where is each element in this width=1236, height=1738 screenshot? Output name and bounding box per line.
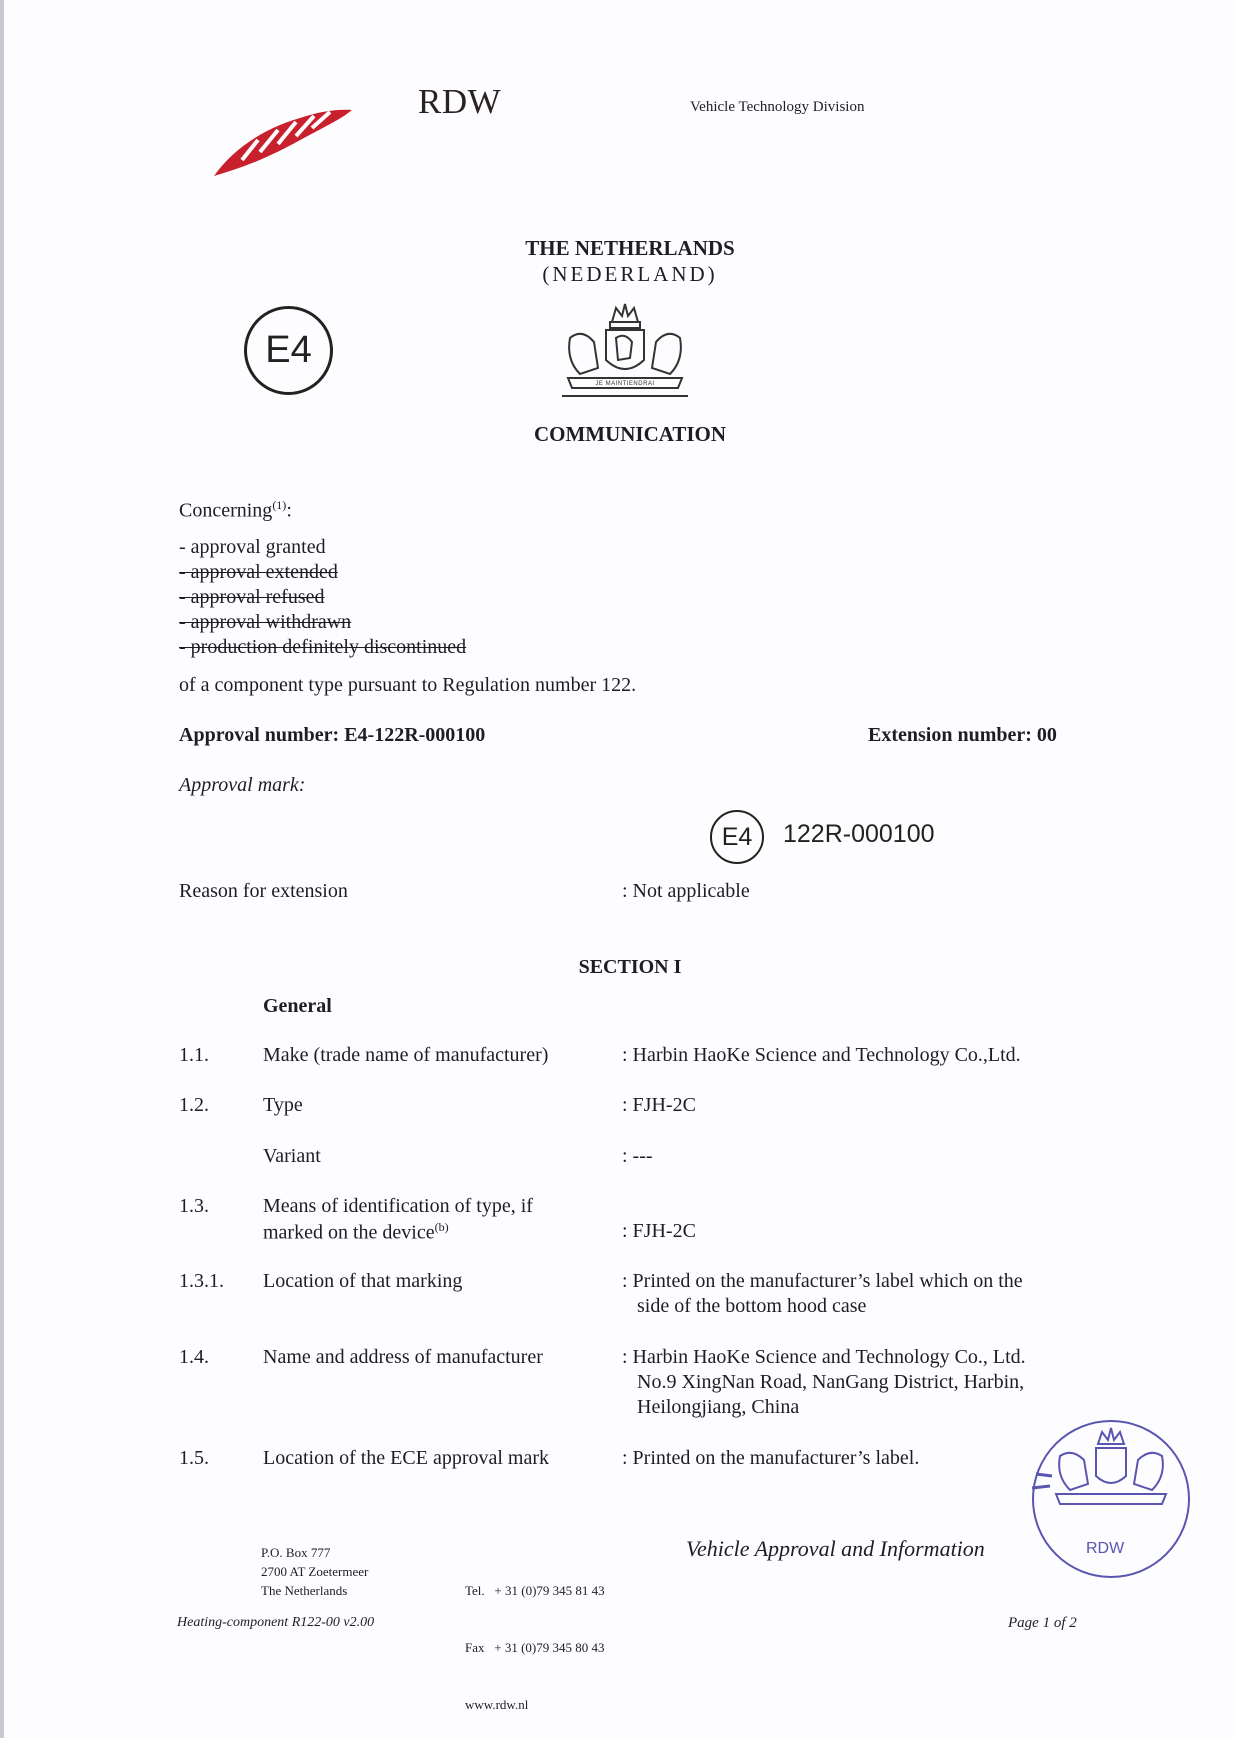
item-number: 1.2.	[179, 1094, 209, 1116]
item-value: : Harbin HaoKe Science and Technology Co.,Ltd.	[622, 1044, 1021, 1066]
footer-contact: Tel. + 31 (0)79 345 81 43 Fax + 31 (0)79 345 80 43 www.rdw.nl	[465, 1583, 605, 1712]
stamp-text: RDW	[1086, 1540, 1125, 1557]
org-name: RDW	[418, 82, 502, 121]
concerning-option: - approval extended	[179, 561, 338, 583]
item-label-cont: marked on the device$^{(b)}$	[263, 1220, 449, 1244]
concerning-option: - approval granted	[179, 536, 326, 558]
item-label: Make (trade name of manufacturer)	[263, 1044, 549, 1066]
approval-mark-label: Approval mark:	[179, 774, 306, 796]
reason-value: : Not applicable	[622, 880, 750, 902]
regulation-text: of a component type pursuant to Regulation number 122.	[179, 674, 637, 696]
concerning-option: - approval refused	[179, 586, 325, 608]
item-label: Location of the ECE approval mark	[263, 1447, 550, 1469]
approval-number: Approval number: E4-122R-000100	[179, 724, 486, 746]
item-value: : Printed on the manufacturer’s label which on the	[622, 1270, 1023, 1292]
item-number: 1.3.	[179, 1195, 209, 1217]
item-label: Type	[263, 1094, 303, 1116]
country-local-heading: (NEDERLAND)	[542, 262, 718, 286]
item-value-cont: Heilongjiang, China	[637, 1396, 800, 1418]
country-heading: THE NETHERLANDS	[525, 236, 735, 260]
rdw-stamp-icon	[1026, 1414, 1196, 1584]
footer-address: P.O. Box 777 2700 AT Zoetermeer The Netherlands	[261, 1545, 369, 1598]
item-number: 1.4.	[179, 1346, 209, 1368]
item-value-cont: side of the bottom hood case	[637, 1295, 867, 1317]
item-number: 1.5.	[179, 1447, 209, 1469]
item-value: : Printed on the manufacturer’s label.	[622, 1447, 920, 1469]
extension-number: Extension number: 00	[868, 724, 1057, 746]
item-label: Variant	[263, 1145, 321, 1167]
approval-mark-number: 122R-000100	[783, 820, 935, 848]
item-value: : Harbin HaoKe Science and Technology Co., Ltd.	[622, 1346, 1026, 1368]
item-number: 1.3.1.	[179, 1270, 224, 1292]
coat-of-arms-motto: JE MAINTIENDRAI	[595, 381, 655, 387]
item-value: : FJH-2C	[622, 1220, 696, 1242]
reason-label: Reason for extension	[179, 880, 348, 902]
form-id: Heating-component R122-00 v2.00	[177, 1615, 375, 1630]
e4-mark-large: E4	[244, 306, 333, 395]
item-label: Means of identification of type, if	[263, 1195, 533, 1217]
item-label: Name and address of manufacturer	[263, 1346, 543, 1368]
item-label: Location of that marking	[263, 1270, 463, 1292]
page-number: Page 1 of 2	[1008, 1615, 1077, 1631]
section-subtitle: General	[263, 995, 332, 1017]
footer-department: Vehicle Approval and Information	[686, 1536, 985, 1561]
rdw-logo-icon	[212, 102, 354, 178]
concerning-label: Concerning$^{(1)}$:	[179, 498, 292, 522]
item-value: : FJH-2C	[622, 1094, 696, 1116]
item-value: : ---	[622, 1145, 653, 1167]
concerning-option: - approval withdrawn	[179, 611, 352, 633]
item-number: 1.1.	[179, 1044, 209, 1066]
scan-edge	[0, 0, 4, 1738]
concerning-option: - production definitely discontinued	[179, 636, 467, 658]
section-title: SECTION I	[578, 956, 682, 978]
doc-title: COMMUNICATION	[533, 422, 727, 446]
item-value-cont: No.9 XingNan Road, NanGang District, Harbin,	[637, 1371, 1025, 1393]
approval-mark-e4: E4	[710, 810, 764, 864]
division-name: Vehicle Technology Division	[690, 99, 865, 115]
